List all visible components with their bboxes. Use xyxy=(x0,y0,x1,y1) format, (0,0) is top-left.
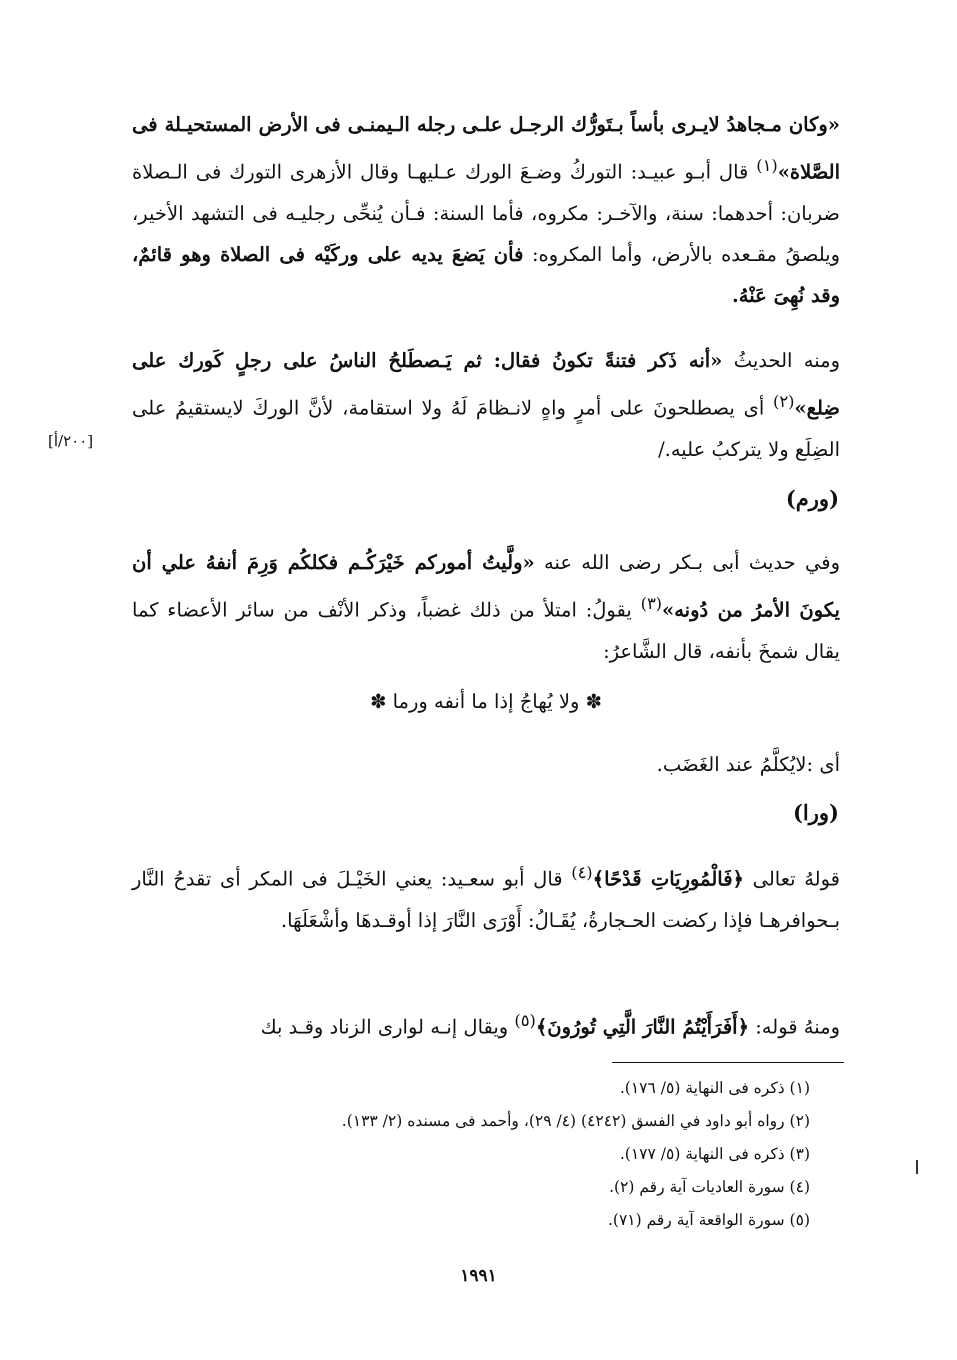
footnote-ref: (١) xyxy=(756,156,778,175)
body-text: قال أبـو عبيـد: التوركُ وضـعَ الورك عـليهـا وقال الأزهرى التورك فى الـصلاة ضربان: أحدهما: سنة، والآخـر: مكروه، فأما السنة: فـأن يُنحِّى رجليـه فى التشهد الأخير، ويلصقُ مقـعده بالأرض، وأما المكروه: xyxy=(132,160,840,266)
poetry-verse: ✽ ولا يُهاجُ إذا ما أنفه ورما ✽ xyxy=(370,690,602,713)
intro-text: قولهُ تعالى xyxy=(743,867,840,891)
entry-hadith-wark xyxy=(132,340,840,470)
entry-abu-bakr xyxy=(132,542,840,672)
paragraph-turun xyxy=(132,1000,840,1048)
footnote-ref: (٥) xyxy=(514,1011,536,1030)
heading-warim: (ورم) xyxy=(785,486,839,511)
quote: «ولَّيتُ أموركم خَيْرَكُـم فكلكُم وَرِمَ أنفهُ علي أن يكونَ الأمرُ من دُونه» xyxy=(132,551,840,622)
footnote-item: (٥) سورة الواقعة آية رقم (٧١). xyxy=(607,1211,810,1229)
footnote-item: (١) ذكره فى النهاية (٥/ ١٧٦). xyxy=(619,1079,810,1097)
intro-text: ومنهُ قوله: xyxy=(749,1015,840,1039)
folio-margin-note: [٢٠٠/أ] xyxy=(48,432,94,450)
entry-turun xyxy=(132,1000,840,1048)
footnote-divider xyxy=(612,1062,844,1063)
paragraph-hadith xyxy=(132,340,840,470)
intro-text: ومنه الحديثُ xyxy=(722,349,841,372)
paragraph-tawarruk xyxy=(132,104,840,316)
footnote-item: (٤) سورة العاديات آية رقم (٢). xyxy=(609,1178,810,1196)
body-text: ويقال إنـه لوارى الزناد وقـد بك xyxy=(260,1015,515,1039)
quote: «أنه ذَكر فتنةً تكونُ فقال: ثم يَـصطَلحُ الناسُ على رجلٍ كَورك على ضِلع» xyxy=(132,349,840,420)
quote: «وكان مـجاهدُ لايـرى بأساً بـتَورُّك الرجـل علـى رجله الـيمنـى فى الأرض المستحيـلة فى الصَّلاة» xyxy=(132,113,840,184)
body-text: قال أبو سعـيد: يعني الخَيْـلَ فى المكر أى تقدحُ النَّار بـحوافرهـا فإذا ركضت الحـجارةُ، يُقَـالُ: أَوْرَى النَّارَ إذا أوقـدهَا وأشْعَلَهَا. xyxy=(132,867,840,932)
body-text: أى يصطلحونَ على أمرٍ واهٍ لانـظامَ لَهُ ولا استقامة، لأنَّ الوركَ لايستقيمُ على الضِلَع ولا يتركبُ عليه./ xyxy=(132,396,840,461)
intro-text: وفي حديث أبى بـكر رضى الله عنه xyxy=(534,551,840,574)
scan-mark xyxy=(916,1160,918,1174)
entry-tawarruk xyxy=(132,104,840,316)
page-number: ١٩٩١ xyxy=(460,1266,497,1286)
quote: فأن يَضعَ يديه على وركَيْه فى الصلاة وهو قائمٌ، وقد نُهِىَ عَنْهُ. xyxy=(132,242,840,307)
footnotes xyxy=(132,1072,810,1237)
footnote-item: (٣) ذكره فى النهاية (٥/ ١٧٧). xyxy=(619,1145,810,1163)
verse-gloss xyxy=(132,744,840,785)
gloss-text: أى :لايُكلَّمُ عند الغَضَب. xyxy=(656,753,840,776)
footnote-ref: (٢) xyxy=(772,392,795,411)
quran-quote: ﴿فَالْمُورِيَاتِ قَدْحًا﴾ xyxy=(592,867,744,891)
body-text: يقولُ: امتلأ من ذلك غضباً، وذكر الأنْف من سائر الأعضاء كما يقال شمخَ بأنفه، قال الشَّاعرُ: xyxy=(132,598,840,663)
footnote-ref: (٤) xyxy=(571,863,593,882)
entry-muriyat xyxy=(132,852,840,941)
quran-quote: ﴿أَفَرَأَيْتُمُ النَّارَ الَّتِي تُورُونَ﴾ xyxy=(535,1015,750,1039)
paragraph-abu-bakr xyxy=(132,542,840,672)
footnote-item: (٢) رواه أبو داود في الفسق (٤٢٤٢) (٤/ ٢٩)، وأحمد فى مسنده (٢/ ١٣٣). xyxy=(341,1112,810,1130)
paragraph-muriyat xyxy=(132,852,840,941)
footnote-ref: (٣) xyxy=(640,594,663,613)
heading-wara: (ورا) xyxy=(793,800,839,825)
